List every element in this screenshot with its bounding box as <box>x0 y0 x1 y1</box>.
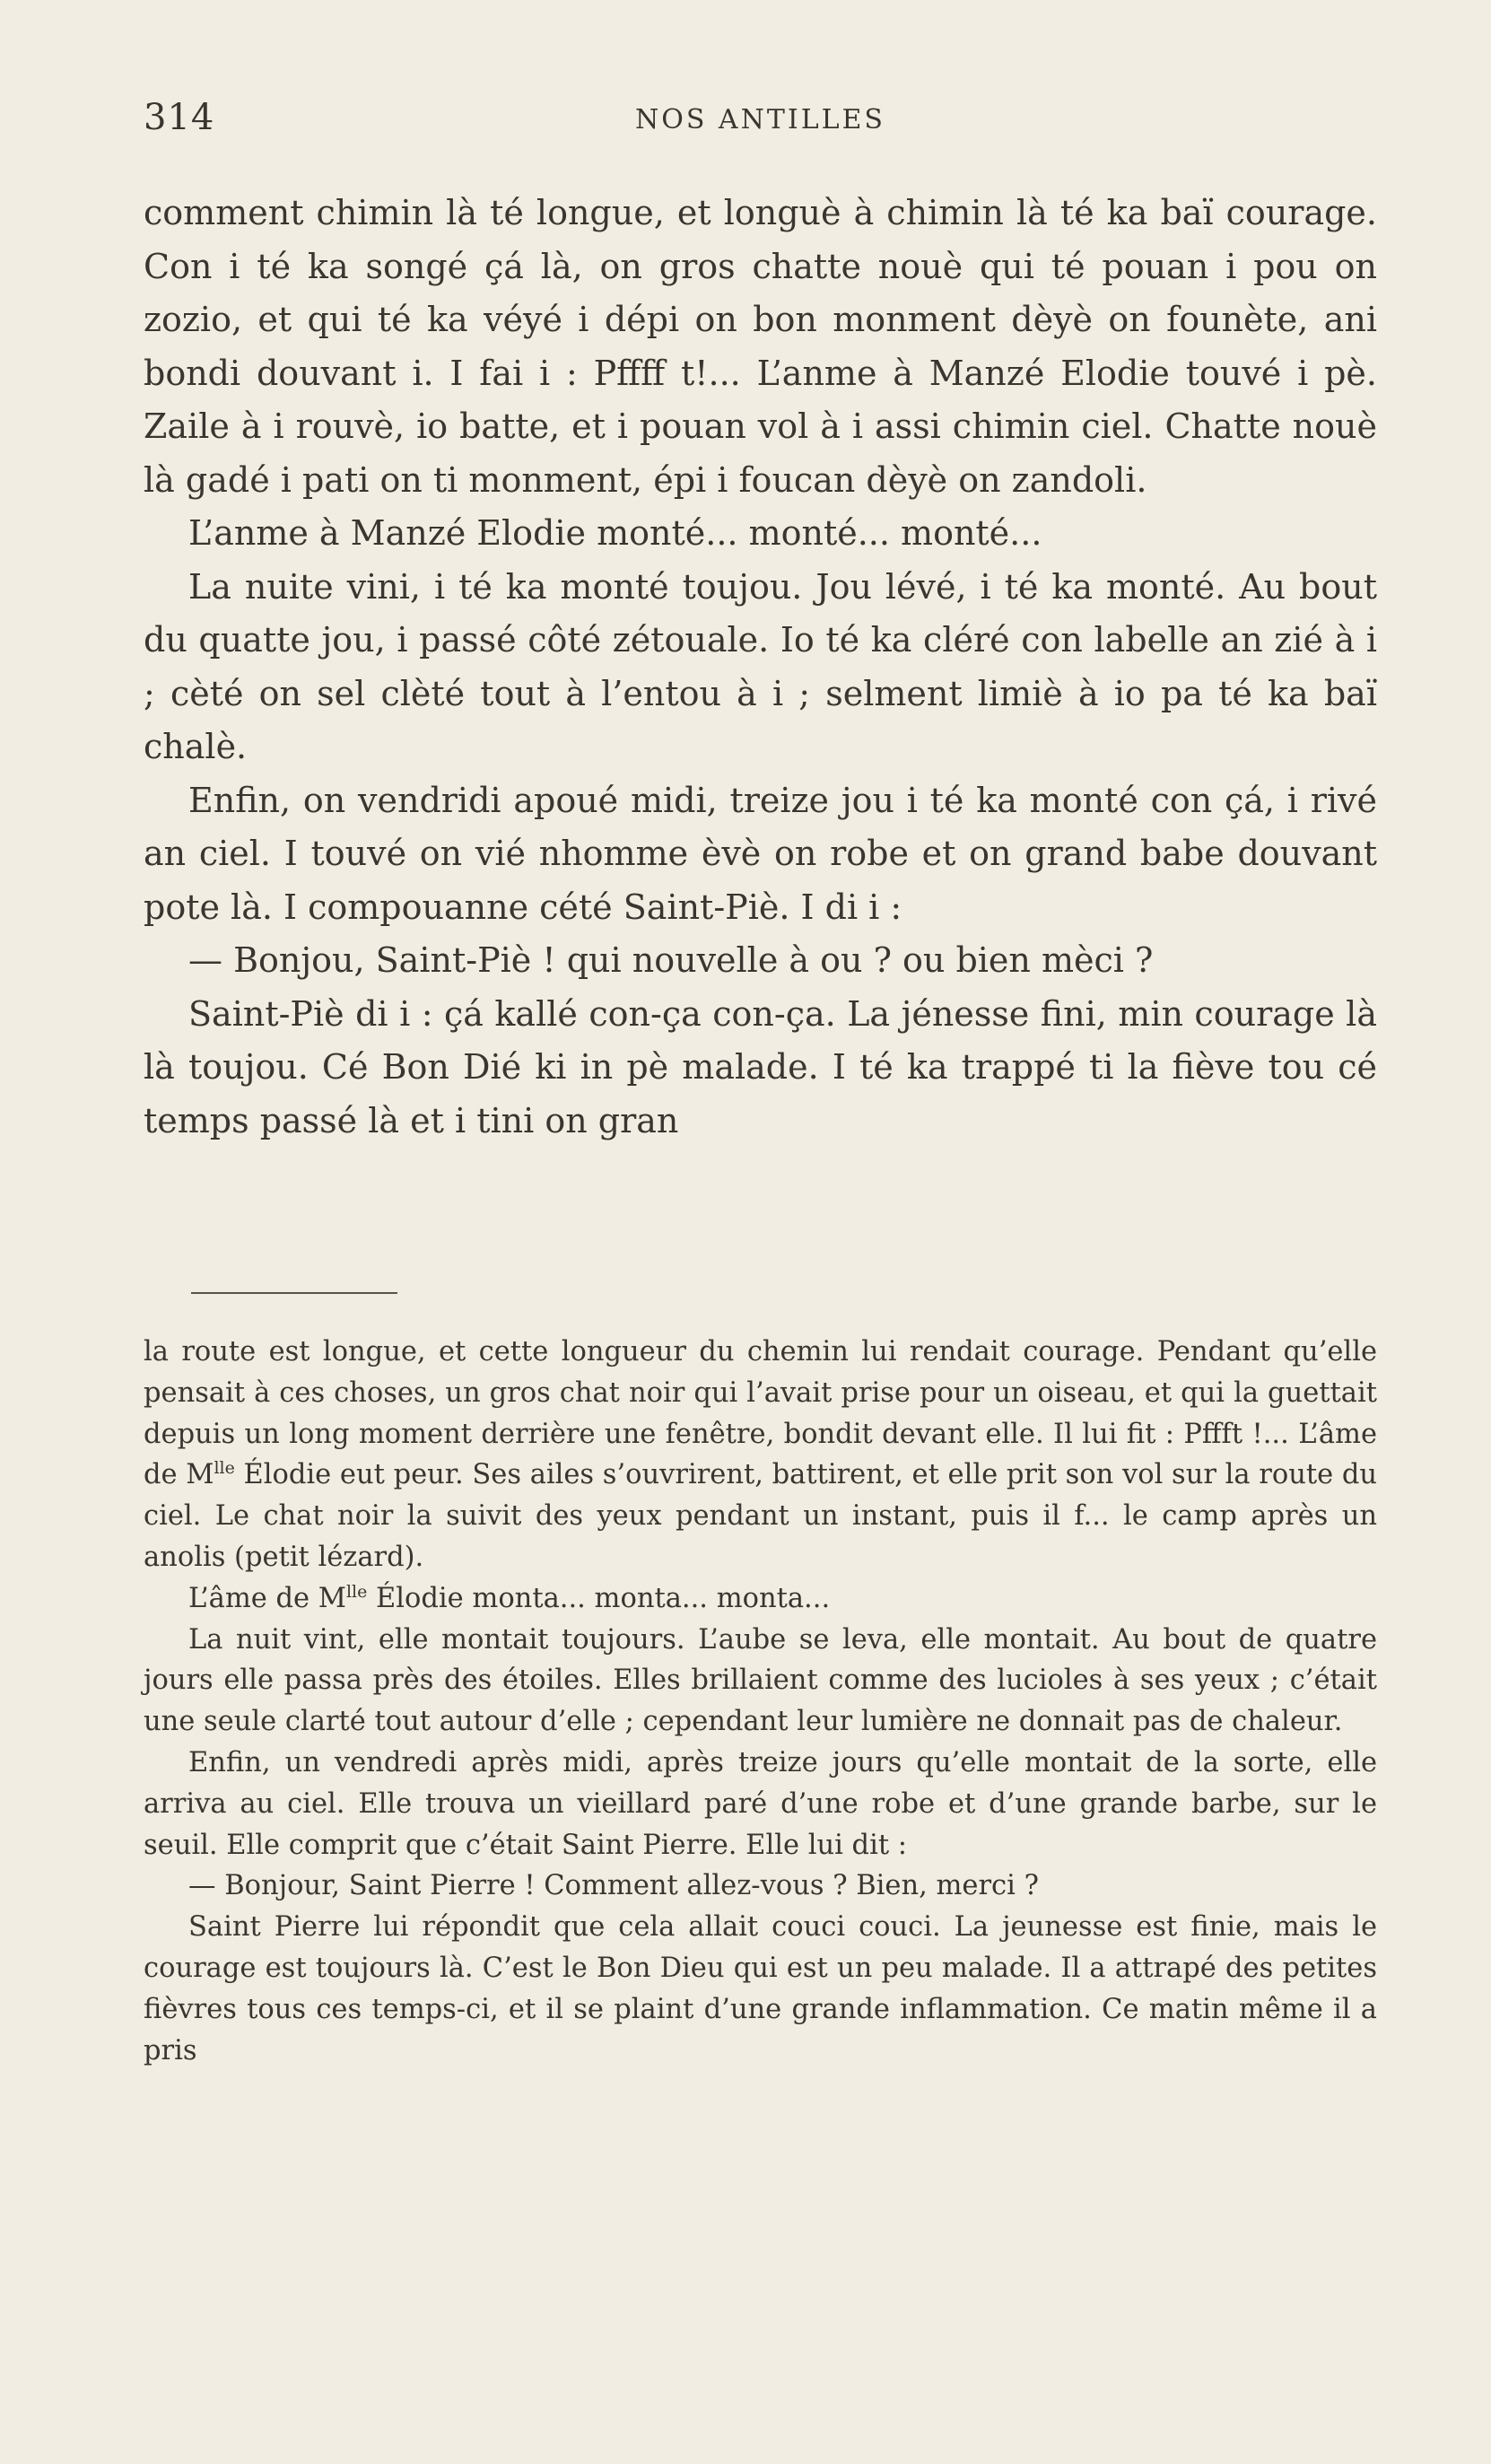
main-paragraph: L’anme à Manzé Elodie monté... monté... monté... <box>188 513 1042 553</box>
footnote-text: Élodie eut peur. Ses ailes s’ouvrirent, battirent, et elle prit son vol sur la route du ciel. Le chat noir la suivit des yeux pendant un instant, puis il f... le camp après un anolis (petit lézard). <box>144 1459 1378 1573</box>
footnote-paragraph-dialogue: — Bonjour, Saint Pierre ! Comment allez-vous ? Bien, merci ? <box>188 1870 1039 1902</box>
main-paragraph-dialogue: — Bonjou, Saint-Piè ! qui nouvelle à ou ? ou bien mèci ? <box>188 940 1154 980</box>
footnote-divider <box>191 1292 397 1294</box>
main-text-creole <box>144 187 1377 1148</box>
footnote-paragraph <box>144 1332 1377 1578</box>
main-paragraph: comment chimin là té longue, et longuè à chimin là té ka baï courage. Con i té ka songé çá là, on gros chatte nouè qui té pouan i pou on zozio, et qui té ka véyé i dépi on bon monment dèyè on founète, ani bondi douvant i. I fai i : Pffff t!... L’anme à Manzé Elodie touvé i pè. Zaile à i rouvè, io batte, et i pouan vol à i assi chimin ciel. Chatte nouè là gadé i pati on ti monment, épi i foucan dèyè on zandoli. <box>144 193 1377 500</box>
footnote-superscript: lle <box>214 1458 235 1479</box>
footnote-text: Élodie monta... monta... monta... <box>367 1582 831 1614</box>
footnote-paragraph <box>144 1578 1377 1620</box>
main-paragraph: La nuite vini, i té ka monté toujou. Jou lévé, i té ka monté. Au bout du quatte jou, i passé côté zétouale. Io té ka cléré con labelle an zié à i ; cèté on sel clèté tout à l’entou à i ; selment limiè à io pa té ka baï chalè. <box>144 566 1377 766</box>
footnote-paragraph: Saint Pierre lui répondit que cela allait couci couci. La jeunesse est finie, mais le courage est toujours là. C’est le Bon Dieu qui est un peu malade. Il a attrapé des petites fièvres tous ces temps-ci, et il se plaint d’une grande inflammation. Ce matin même il a pris <box>144 1911 1377 2066</box>
main-paragraph: Enfin, on vendridi apoué midi, treize jou i té ka monté con çá, i rivé an ciel. I touvé on vié nhomme èvè on robe et on grand babe douvant pote là. I compouanne cété Saint-Piè. I di i : <box>144 780 1377 927</box>
page-header <box>144 97 1377 151</box>
footnote-paragraph: La nuit vint, elle montait toujours. L’aube se leva, elle montait. Au bout de quatre jours elle passa près des étoiles. Elles brillaient comme des lucioles à ses yeux ; c’était une seule clarté tout autour d’elle ; cependant leur lumière ne donnait pas de chaleur. <box>144 1623 1377 1738</box>
footnote-superscript: lle <box>346 1581 368 1602</box>
footnote-text: la route est longue, et cette longueur du chemin lui rendait courage. Pendant qu’elle pensait à ces choses, un gros chat noir qui l’avait prise pour un oiseau, et qui la guettait depuis un long moment derrière une fenêtre, bondit devant elle. Il lui fit : Pffft !... L’âme de M <box>144 1336 1377 1491</box>
main-paragraph: Saint-Piè di i : çá kallé con-ça con-ça. La jénesse fini, min courage là là toujou. Cé Bon Dié ki in pè malade. I té ka trappé ti la fiève tou cé temps passé là et i tini on gran <box>144 993 1377 1140</box>
footnote-translation <box>144 1332 1377 2071</box>
page-number: 314 <box>144 97 215 138</box>
footnote-text: L’âme de M <box>188 1582 346 1614</box>
footnote-paragraph: Enfin, un vendredi après midi, après treize jours qu’elle montait de la sorte, elle arriva au ciel. Elle trouva un vieillard paré d’une robe et d’une grande barbe, sur le seuil. Elle comprit que c’était Saint Pierre. Elle lui dit : <box>144 1746 1377 1861</box>
running-title: NOS ANTILLES <box>634 104 885 135</box>
